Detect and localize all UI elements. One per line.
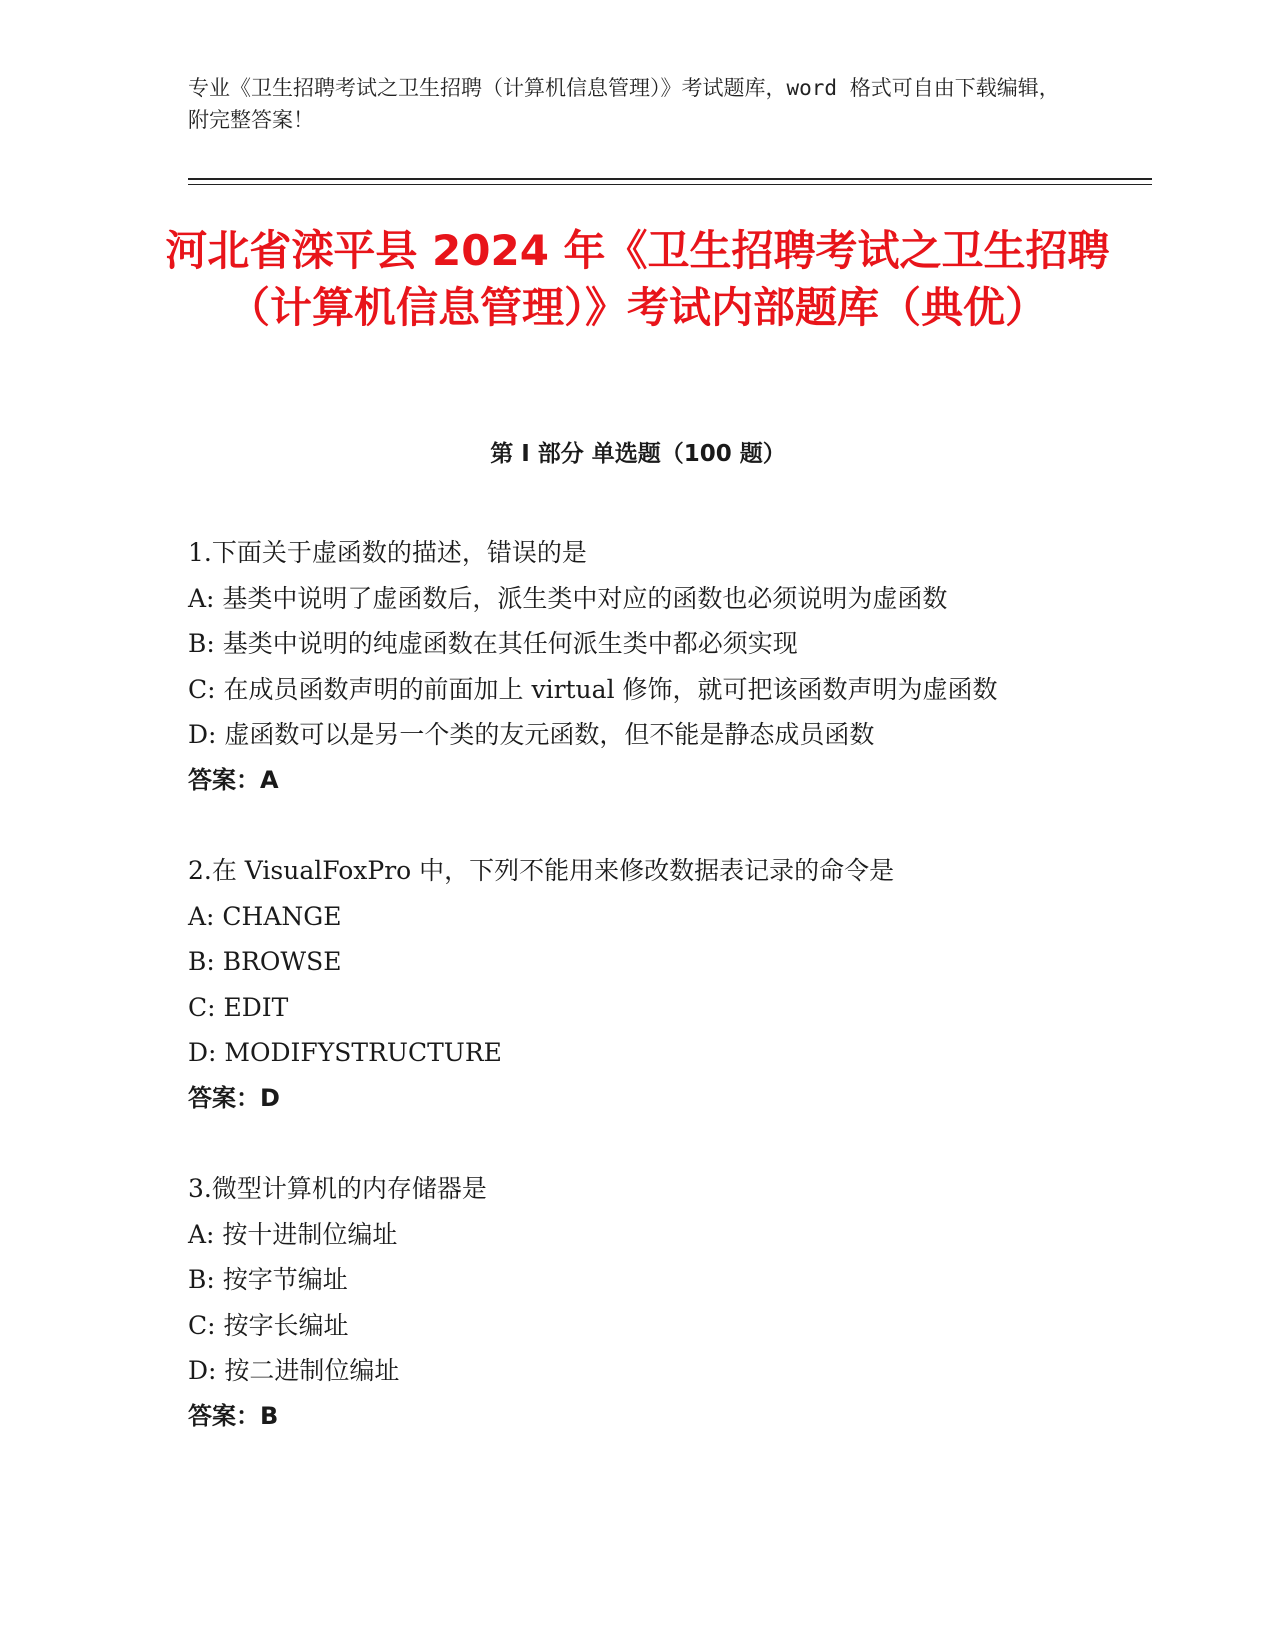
option-c: C: EDIT	[188, 992, 289, 1022]
option-a: A: 按十进制位编址	[188, 1219, 398, 1249]
document-title: 河北省滦平县 2024 年《卫生招聘考试之卫生招聘（计算机信息管理）》考试内部题库（典优）	[165, 226, 1110, 332]
question-list	[188, 530, 1078, 1484]
option-c: C: 按字长编址	[188, 1310, 349, 1340]
option-a: A: CHANGE	[188, 901, 342, 931]
section-title: 第 I 部分 单选题（100 题）	[490, 441, 786, 467]
question-3	[188, 1166, 1078, 1439]
header-note: 专业《卫生招聘考试之卫生招聘（计算机信息管理）》考试题库，word 格式可自由下载编辑，附完整答案！	[188, 76, 1060, 132]
option-c: C: 在成员函数声明的前面加上 virtual 修饰，就可把该函数声明为虚函数	[188, 674, 998, 704]
question-stem: 2.在 VisualFoxPro 中，下列不能用来修改数据表记录的命令是	[188, 856, 895, 885]
option-b: B: 按字节编址	[188, 1265, 348, 1294]
question-1	[188, 530, 1078, 803]
question-stem: 3.微型计算机的内存储器是	[188, 1174, 487, 1203]
answer: 答案：B	[188, 1401, 279, 1430]
answer: 答案：A	[188, 765, 279, 794]
option-b: B: 基类中说明的纯虚函数在其任何派生类中都必须实现	[188, 629, 798, 658]
header-divider-thick	[188, 178, 1152, 180]
question-stem: 1.下面关于虚函数的描述，错误的是	[188, 538, 587, 567]
option-a: A: 基类中说明了虚函数后，派生类中对应的函数也必须说明为虚函数	[188, 583, 948, 613]
option-b: B: BROWSE	[188, 947, 342, 976]
question-2	[188, 848, 1078, 1121]
answer: 答案：D	[188, 1083, 280, 1112]
header-divider-thin	[188, 184, 1152, 185]
option-d: D: 虚函数可以是另一个类的友元函数，但不能是静态成员函数	[188, 720, 875, 749]
option-d: D: 按二进制位编址	[188, 1356, 400, 1385]
option-d: D: MODIFYSTRUCTURE	[188, 1038, 502, 1067]
